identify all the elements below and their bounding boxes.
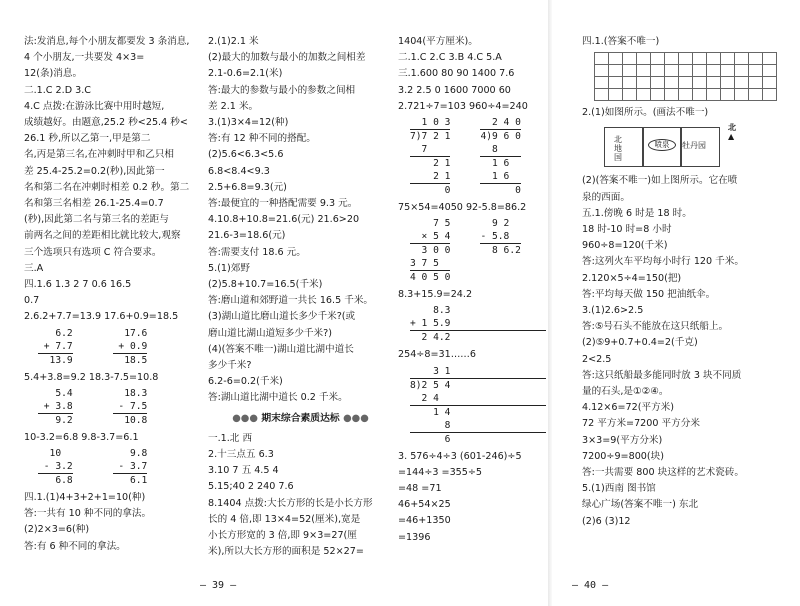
answer-line: (4)(答案不唯一)湖山道比湖中道长: [208, 343, 354, 355]
calc-row: 8 6.2: [480, 245, 521, 257]
col2-text-2: [208, 431, 393, 561]
grid-cell: [651, 77, 665, 89]
calc-line: 254÷8=31……6: [398, 349, 476, 361]
column-4: [582, 34, 797, 530]
calc-row: × 5 4: [410, 231, 451, 243]
answer-line: 0.7: [24, 295, 40, 307]
answer-line: 5.(1)郊野: [208, 262, 250, 274]
answer-line: 答:⑤号石头不能放在这只纸船上。: [582, 321, 729, 333]
vertical-calc: [113, 387, 148, 427]
answer-line: 答:有 6 种不同的拿法。: [24, 540, 126, 552]
answer-line: 答:需要支付 18.6 元。: [208, 246, 306, 258]
grid-cell: [651, 53, 665, 65]
answer-line: 量的石头,是①②④。: [582, 386, 669, 398]
long-division: [480, 116, 520, 197]
grid-cell: [763, 65, 777, 77]
calc-line: 10-3.2=6.8 9.8-3.7=6.1: [24, 431, 139, 443]
grid-cell: [623, 53, 637, 65]
calc-row: 1 6: [480, 158, 510, 170]
col1-tail: [24, 490, 199, 555]
answer-line: 三个选项只有选项 C 符合要求。: [24, 246, 162, 258]
answer-line: 米),所以大长方形的面积是 52×27=: [208, 546, 364, 558]
calc-row: 9 2: [480, 218, 510, 230]
vertical-calc: [38, 387, 73, 427]
grid-cell: [679, 77, 693, 89]
answer-line: 3×3=9(平方分米): [582, 434, 663, 446]
answer-line: 法:发消息,每个小朋友都要发 3 条消息,: [24, 36, 190, 47]
calc-row: 13.9: [38, 354, 73, 366]
grid-cell: [595, 65, 609, 77]
calc-line: 5.4+3.8=9.2 18.3-7.5=10.8: [24, 371, 159, 383]
calc-row: 4)9 6 0: [480, 131, 521, 143]
answer-line: 4.12×6=72(平方米): [582, 402, 675, 414]
answer-grid: [594, 52, 777, 101]
answer-line: 二.1.C 2.D 3.C: [24, 84, 91, 96]
grid-cell: [763, 53, 777, 65]
calc-row: 3 7 5: [410, 257, 450, 271]
answer-line: 2.5+6.8=9.3(元): [208, 181, 287, 193]
column-1: [24, 34, 199, 555]
calc-row: + 0.9: [112, 340, 148, 352]
calc-row: 18.5: [112, 354, 148, 366]
calc-row: 0: [410, 185, 451, 197]
answer-line: 绿心广场(答案不唯一) 东北: [582, 499, 699, 511]
grid-cell: [609, 53, 623, 65]
vertical-calc: [410, 304, 546, 344]
answer-line: 答:这列火车平均每小时行 120 千米。: [582, 256, 744, 268]
grid-cell: [665, 89, 679, 101]
grid-cell: [595, 77, 609, 89]
grid-cell: [623, 65, 637, 77]
answer-line: 46+54×25: [398, 499, 451, 511]
grid-cell: [735, 89, 749, 101]
calc-row: 1 0 3: [410, 117, 451, 129]
answer-line: 答:最便宜的一种搭配需要 9.3 元。: [208, 198, 358, 210]
calc-row: 10.8: [112, 414, 148, 426]
grid-cell: [679, 89, 693, 101]
answer-line: 答:磨山道和郊野道一共长 16.5 千米。: [208, 295, 374, 307]
col4-text: [582, 173, 797, 529]
calc-line: 8.3+15.9=24.2: [398, 289, 473, 301]
answer-line: 6.2-6=0.2(千米): [208, 376, 283, 388]
grid-cell: [707, 77, 721, 89]
grid-cell: [707, 89, 721, 101]
grid-cell: [595, 53, 609, 65]
answer-line: 差 2.1 米。: [208, 100, 259, 112]
col3-text: [398, 34, 546, 115]
answer-line: 五.1.傍晚 6 时是 18 时。: [582, 207, 692, 219]
col3-tail: [398, 449, 546, 546]
answer-line: 前两名之间的差距相比就比较大,观察: [24, 230, 181, 242]
answer-line: 答:一共有 10 种不同的拿法。: [24, 508, 152, 520]
col1-text: [24, 34, 199, 326]
answer-line: 4 个小朋友,一共要发 4×3=: [24, 52, 145, 64]
answer-line: (2)⑤9+0.7+0.4=2(千克): [582, 337, 698, 349]
answer-line: 答:这只纸船最多能同时放 3 块不同质: [582, 369, 742, 381]
answer-line: 三.A: [24, 262, 44, 274]
answer-line: 二.1.C 2.C 3.B 4.C 5.A: [398, 52, 502, 64]
calc-row: 2 1: [410, 158, 451, 170]
answer-line: 26.1 秒,所以乙第一,甲是第二: [24, 133, 151, 145]
answer-line: 三.1.600 80 90 1400 7.6: [398, 68, 515, 80]
answer-line: 3. 576÷4÷3 (601-246)÷5: [398, 450, 522, 462]
calc-row: + 1 5.9: [410, 317, 546, 331]
calc-row: 2 4: [410, 392, 546, 406]
grid-cell: [735, 65, 749, 77]
answer-line: 磨山道比湖山道短多少千米?): [208, 327, 332, 339]
answer-line: 4.10.8+10.8=21.6(元) 21.6>20: [208, 214, 360, 226]
col2-text: [208, 34, 393, 407]
column-3: [398, 34, 546, 546]
calc-row: 17.6: [112, 327, 148, 339]
calc-row: 4 0 5 0: [410, 272, 451, 284]
grid-cell: [665, 53, 679, 65]
answer-line: 答:有 12 种不同的搭配。: [208, 133, 316, 145]
answer-line: 5.15;40 2 240 7.6: [208, 481, 294, 493]
answer-line: (3)湖山道比磨山道长多少千米?(或: [208, 311, 356, 323]
long-division: [410, 116, 450, 197]
grid-cell: [721, 65, 735, 77]
vertical-calc: [113, 327, 148, 367]
calc-row: 6.8: [38, 475, 73, 487]
answer-line: 名和第二名在冲刺时相差 0.2 秒。第二: [24, 181, 190, 193]
answer-line: =48 =71: [398, 483, 442, 495]
grid-cell: [637, 65, 651, 77]
answer-line: 2.120×5÷4=150(把): [582, 272, 682, 284]
answer-line: 6.8<8.4<9.3: [208, 165, 270, 177]
calc-row: 3 0 0: [410, 245, 451, 257]
grid-cell: [763, 89, 777, 101]
grid-cell: [665, 65, 679, 77]
calc-row: + 3.8: [38, 400, 73, 412]
grid-cell: [651, 89, 665, 101]
answer-line: 答:最大的参数与最小的参数之间相: [208, 84, 356, 96]
answer-line: 8.1404 点拨:大长方形的长是小长方形: [208, 497, 373, 509]
answer-line: (2)6 (3)12: [582, 515, 631, 527]
grid-cell: [609, 89, 623, 101]
answer-line: 2.721÷7=103 960÷4=240: [398, 100, 528, 112]
calc-row: 8.3: [410, 305, 451, 317]
grid-cell: [749, 77, 763, 89]
calc-row: 7: [410, 143, 450, 157]
answer-line: =46+1350: [398, 515, 451, 527]
long-division: [410, 365, 546, 446]
grid-cell: [763, 77, 777, 89]
calc-row: 0: [480, 185, 521, 197]
calc-row: - 7.5: [112, 400, 148, 412]
answer-line: (2)5.6<6.3<5.6: [208, 149, 284, 161]
answer-line: 2.十三点五 6.3: [208, 449, 274, 461]
answer-line: 泉的西面。: [582, 191, 630, 203]
calc-row: 1 6: [480, 170, 520, 184]
calc-row: 7 5: [410, 218, 451, 230]
grid-cell: [623, 77, 637, 89]
grid-cell: [749, 65, 763, 77]
calc-row: 2 4.2: [410, 332, 451, 344]
column-2: [208, 34, 393, 561]
answer-line: 3.10 7 五 4.5 4: [208, 465, 279, 477]
grid-cell: [595, 89, 609, 101]
map-label: 喷泉: [648, 139, 676, 151]
answer-line: 答:湖山道比湖中道长 0.2 千米。: [208, 392, 348, 404]
answer-line: 1404(平方厘米)。: [398, 36, 478, 47]
answer-line: 3.(1)3×4=12(种): [208, 117, 289, 129]
north-arrow-icon: 北 ▲: [728, 123, 736, 142]
answer-line: 名和第三名相差 26.1-25.4=0.7: [24, 198, 164, 210]
grid-cell: [721, 53, 735, 65]
answer-line: 多少千米?: [208, 360, 252, 372]
answer-line: 小长方形宽的 3 倍,即 9×3=27(厘: [208, 530, 357, 542]
answer-line: 2.1-0.6=2.1(米): [208, 68, 283, 80]
answer-line: 2.(1)2.1 米: [208, 36, 259, 47]
answer-line: 2.(1)如图所示。(画法不唯一): [582, 107, 709, 119]
answer-line: 7200÷9=800(块): [582, 450, 664, 462]
grid-cell: [721, 77, 735, 89]
grid-cell: [693, 53, 707, 65]
grid-cell: [749, 53, 763, 65]
calc-row: 2 1: [410, 171, 451, 183]
grid-cell: [735, 77, 749, 89]
calc-row: 3 1: [410, 365, 546, 379]
grid-cell: [679, 53, 693, 65]
calc-row: 6.1: [112, 475, 148, 487]
calc-row: 5.4: [38, 387, 73, 399]
calc-row: 1 4: [410, 406, 451, 418]
vertical-calc: [113, 447, 148, 487]
calc-row: 10: [38, 448, 62, 460]
answer-line: 72 平方米=7200 平方分米: [582, 418, 700, 430]
answer-line: 名,丙是第三名,在冲刺时甲和乙只相: [24, 149, 175, 161]
answer-line: 960÷8=120(千米): [582, 240, 668, 252]
answer-line: 答:一共需要 800 块这样的艺术瓷砖。: [582, 467, 744, 479]
calc-row: 2 4 0: [480, 117, 521, 129]
answer-line: 2.6.2+7.7=13.9 17.6+0.9=18.5: [24, 311, 179, 323]
right-page: [552, 0, 800, 606]
vertical-calc: [480, 217, 520, 284]
answer-line: =1396: [398, 531, 431, 543]
calc-row: 6.2: [38, 327, 73, 339]
calc-row: 6: [410, 433, 451, 445]
map-diagram: [604, 123, 736, 167]
grid-cell: [609, 77, 623, 89]
calc-line: 75×54=4050 92-5.8=86.2: [398, 202, 527, 214]
answer-line: 21.6-3=18.6(元): [208, 230, 286, 242]
calc-row: 8)2 5 4: [410, 379, 451, 391]
answer-line: (2)5.8+10.7=16.5(千米): [208, 279, 323, 291]
calc-row: - 3.7: [112, 461, 148, 473]
vertical-calc: [38, 327, 73, 367]
answer-line: 5.(1)西南 图书馆: [582, 483, 656, 495]
grid-cell: [735, 53, 749, 65]
answer-line: (2)2×3=6(种): [24, 524, 90, 536]
page-number-right: – 40 –: [572, 580, 609, 591]
answer-line: 成绩越好。由题意,25.2 秒<25.4 秒<: [24, 117, 188, 129]
grid-cell: [637, 77, 651, 89]
calc-row: 9.2: [38, 414, 73, 426]
grid-cell: [721, 89, 735, 101]
grid-cell: [651, 65, 665, 77]
grid-cell: [693, 65, 707, 77]
grid-cell: [693, 89, 707, 101]
calc-row: 18.3: [112, 387, 148, 399]
grid-cell: [679, 65, 693, 77]
answer-line: 四.1.(答案不唯一): [582, 36, 660, 47]
answer-line: 答:平均每天做 150 把油纸伞。: [582, 288, 716, 300]
vertical-calc: [38, 447, 73, 487]
calc-row: 9.8: [112, 448, 148, 460]
answer-line: 18 时-10 时=8 小时: [582, 224, 672, 236]
answer-line: (2)(答案不唯一)如上图所示。它在喷: [582, 175, 738, 187]
answer-line: 4.C 点拨:在游泳比赛中用时越短,: [24, 100, 165, 112]
grid-cell: [637, 53, 651, 65]
calc-row: + 7.7: [38, 340, 73, 352]
answer-line: (秒),因此第二名与第三名的差距与: [24, 214, 169, 226]
grid-cell: [609, 65, 623, 77]
answer-line: 差 25.4-25.2=0.2(秒),因此第一: [24, 165, 165, 177]
answer-line: 长的 4 倍,即 13×4=52(厘米),宽是: [208, 513, 361, 525]
answer-line: 四.1.(1)4+3+2+1=10(种): [24, 492, 146, 504]
page-number-left: – 39 –: [200, 580, 237, 591]
answer-line: =144÷3 =355÷5: [398, 466, 483, 478]
grid-cell: [665, 77, 679, 89]
map-label: 北地国: [614, 135, 622, 163]
grid-cell: [637, 89, 651, 101]
grid-cell: [707, 65, 721, 77]
map-label: 牡丹园: [682, 141, 706, 151]
answer-line: 3.(1)2.6>2.5: [582, 305, 644, 317]
vertical-calc: [410, 217, 450, 284]
calc-row: 8: [410, 419, 546, 433]
answer-line: 2<2.5: [582, 353, 612, 365]
calc-row: 7)7 2 1: [410, 131, 451, 143]
grid-cell: [707, 53, 721, 65]
grid-cell: [749, 89, 763, 101]
answer-line: 12(条)消息。: [24, 68, 83, 80]
grid-cell: [623, 89, 637, 101]
section-title: ●●● 期末综合素质达标 ●●●: [232, 412, 369, 424]
calc-row: - 3.2: [38, 461, 73, 473]
grid-cell: [693, 77, 707, 89]
answer-line: 一.1.北 西: [208, 432, 253, 444]
calc-row: - 5.8: [480, 230, 520, 244]
calc-row: 8: [480, 143, 520, 157]
answer-line: 四.1.6 1.3 2 7 0.6 16.5: [24, 279, 132, 291]
answer-line: 3.2 2.5 0 1600 7000 60: [398, 84, 511, 96]
answer-line: (2)最大的加数与最小的加数之间相差: [208, 52, 366, 64]
